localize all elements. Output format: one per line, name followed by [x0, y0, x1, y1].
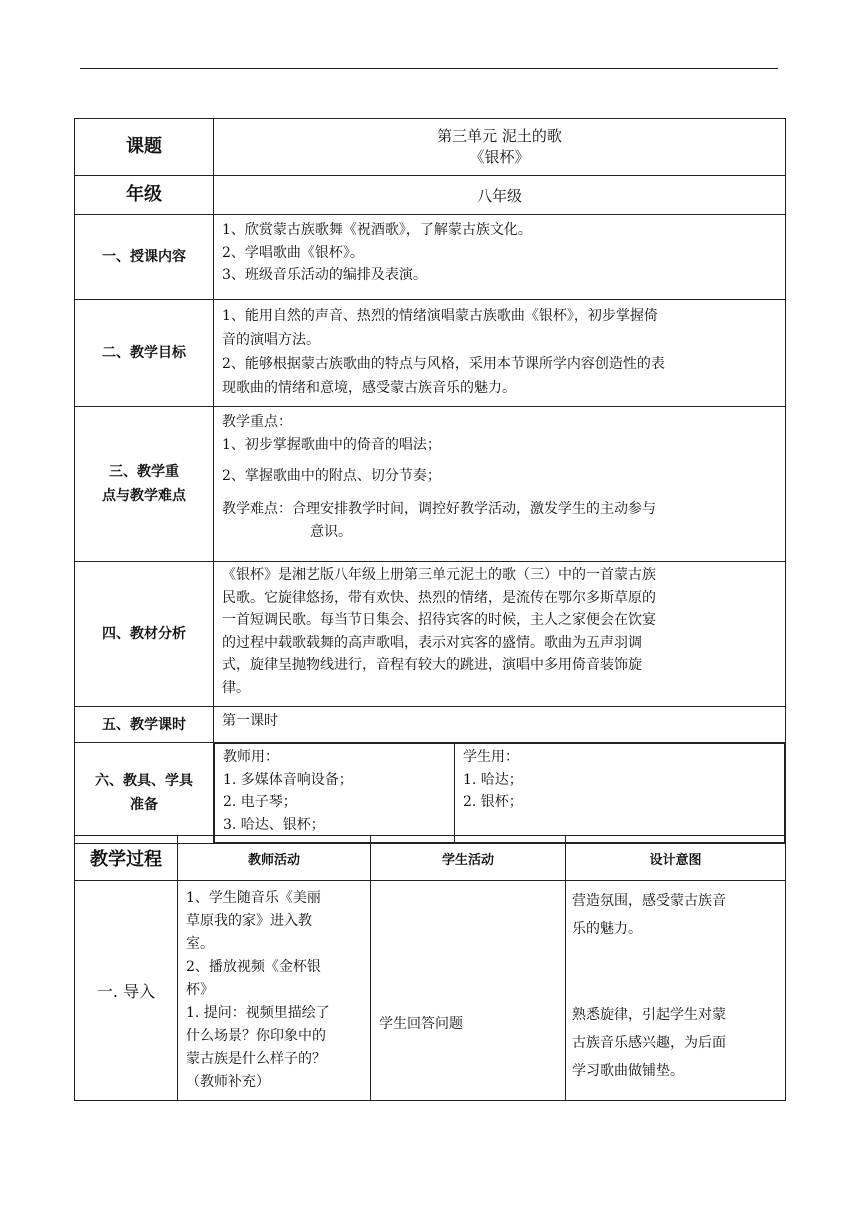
teacher-equipment-item: 2. 电子琴； [223, 794, 297, 810]
key-points-content [214, 407, 786, 562]
content-list [214, 215, 786, 300]
equipment-label [75, 743, 214, 844]
teacher-activity-line: 1、学生随音乐《美丽 [186, 890, 321, 906]
student-equipment-item: 2. 银杯； [463, 794, 523, 810]
key-points-heading: 教学重点： [222, 414, 292, 430]
teacher-activity-line: 室。 [186, 936, 214, 952]
teacher-activity [178, 881, 371, 1101]
equipment-content [214, 743, 786, 844]
teacher-equipment-item: 1. 多媒体音响设备； [223, 771, 353, 788]
teacher-equipment-item: 3. 哈达、银杯； [223, 816, 325, 833]
student-equipment [455, 744, 785, 843]
header-rule [80, 68, 778, 69]
analysis-line: 的过程中载歌载舞的高声歌唱，表示对宾客的盛情。歌曲为五声羽调 [222, 634, 642, 651]
student-activity-header: 学生活动 [371, 836, 566, 881]
objective-line: 音的演唱方法。 [222, 332, 320, 348]
stage-label: 一. 导入 [75, 881, 178, 1101]
grade-row [75, 176, 786, 215]
design-intent-header: 设计意图 [566, 836, 786, 881]
teacher-activity-line: 草原我的家》进入教 [186, 913, 312, 929]
teacher-activity-line: 杯》 [186, 982, 214, 998]
objective-line: 现歌曲的情绪和意境，感受蒙古族音乐的魅力。 [222, 380, 516, 396]
teacher-activity-line: （教师补充） [186, 1074, 270, 1090]
teacher-equipment-heading: 教师用： [223, 749, 279, 765]
analysis-line: 一首短调民歌。每当节日集会、招待宾客的时候，主人之家便会在饮宴 [222, 612, 656, 628]
process-row-intro [75, 881, 786, 1101]
process-title: 教学过程 [75, 836, 178, 881]
key-points-row [75, 407, 786, 562]
analysis-line: 律。 [222, 679, 250, 696]
content-row [75, 215, 786, 300]
teacher-activity-line: 什么场景？你印象中的 [186, 1028, 326, 1044]
teacher-activity-line: 蒙古族是什么样子的？ [186, 1051, 326, 1067]
teacher-activity-header: 教师活动 [178, 836, 371, 881]
analysis-line: 式，旋律呈抛物线进行，音程有较大的跳进，演唱中多用倚音装饰旋 [222, 657, 642, 673]
equipment-split [214, 743, 785, 843]
analysis-line: 《银杯》是湘艺版八年级上册第三单元泥土的歌（三）中的一首蒙古族 [222, 567, 656, 583]
student-activity: 学生回答问题 [371, 881, 566, 1101]
objectives-label: 二、教学目标 [75, 300, 214, 407]
difficulty-line: 意识。 [310, 524, 352, 540]
key-points-label [75, 407, 214, 562]
content-item: 2、学唱歌曲《银杯》。 [222, 244, 364, 261]
objectives-list [214, 300, 786, 407]
content-label: 一、授课内容 [75, 215, 214, 300]
key-points-label-line: 三、教学重 [109, 464, 179, 480]
process-header-row [75, 836, 786, 881]
title-row [75, 119, 786, 176]
hours-label: 五、教学课时 [75, 707, 214, 743]
teacher-activity-line: 1. 提问：视频里描绘了 [186, 1005, 330, 1021]
content-item: 3、班级音乐活动的编排及表演。 [222, 267, 427, 283]
difficulty-line: 教学难点：合理安排教学时间，调控好教学活动，激发学生的主动参与 [222, 501, 656, 517]
objectives-row [75, 300, 786, 407]
design-intent-line: 熟悉旋律，引起学生对蒙 [572, 1007, 726, 1023]
analysis-text [214, 562, 786, 707]
teacher-activity-line: 2、播放视频《金杯银 [186, 959, 321, 975]
design-intent-line: 乐的魅力。 [572, 921, 642, 937]
objective-line: 1、能用自然的声音、热烈的情绪演唱蒙古族歌曲《银杯》，初步掌握倚 [222, 308, 658, 324]
key-points-label-line: 点与教学难点 [102, 488, 186, 504]
equipment-row [75, 743, 786, 844]
unit-name: 第三单元 泥土的歌 [437, 127, 562, 145]
objective-line: 2、能够根据蒙古族歌曲的特点与风格，采用本节课所学内容创造性的表 [222, 356, 665, 372]
design-intent [566, 881, 786, 1101]
key-point: 1、初步掌握歌曲中的倚音的唱法； [222, 437, 441, 453]
design-intent-line: 学习歌曲做铺垫。 [572, 1063, 684, 1079]
teaching-process-table [74, 835, 786, 1101]
title-value [214, 119, 786, 176]
equipment-label-line: 准备 [130, 797, 158, 813]
hours-row [75, 707, 786, 743]
student-equipment-item: 1. 哈达； [463, 771, 523, 788]
analysis-line: 民歌。它旋律悠扬，带有欢快、热烈的情绪，是流传在鄂尔多斯草原的 [222, 589, 656, 606]
analysis-label: 四、教材分析 [75, 562, 214, 707]
equipment-label-line: 六、教具、学具 [95, 773, 193, 789]
title-label: 课题 [75, 119, 214, 176]
hours-value: 第一课时 [214, 707, 786, 743]
student-equipment-heading: 学生用： [463, 749, 519, 765]
lesson-info-table [74, 118, 786, 844]
analysis-row [75, 562, 786, 707]
key-point: 2、掌握歌曲中的附点、切分节奏； [222, 468, 441, 484]
content-item: 1、欣赏蒙古族歌舞《祝酒歌》，了解蒙古族文化。 [222, 222, 532, 238]
grade-value: 八年级 [214, 176, 786, 215]
song-name: 《银杯》 [469, 148, 530, 166]
design-intent-line: 古族音乐感兴趣，为后面 [572, 1035, 726, 1051]
grade-label: 年级 [75, 176, 214, 215]
design-intent-line: 营造氛围，感受蒙古族音 [572, 893, 726, 909]
teacher-equipment [215, 744, 455, 843]
